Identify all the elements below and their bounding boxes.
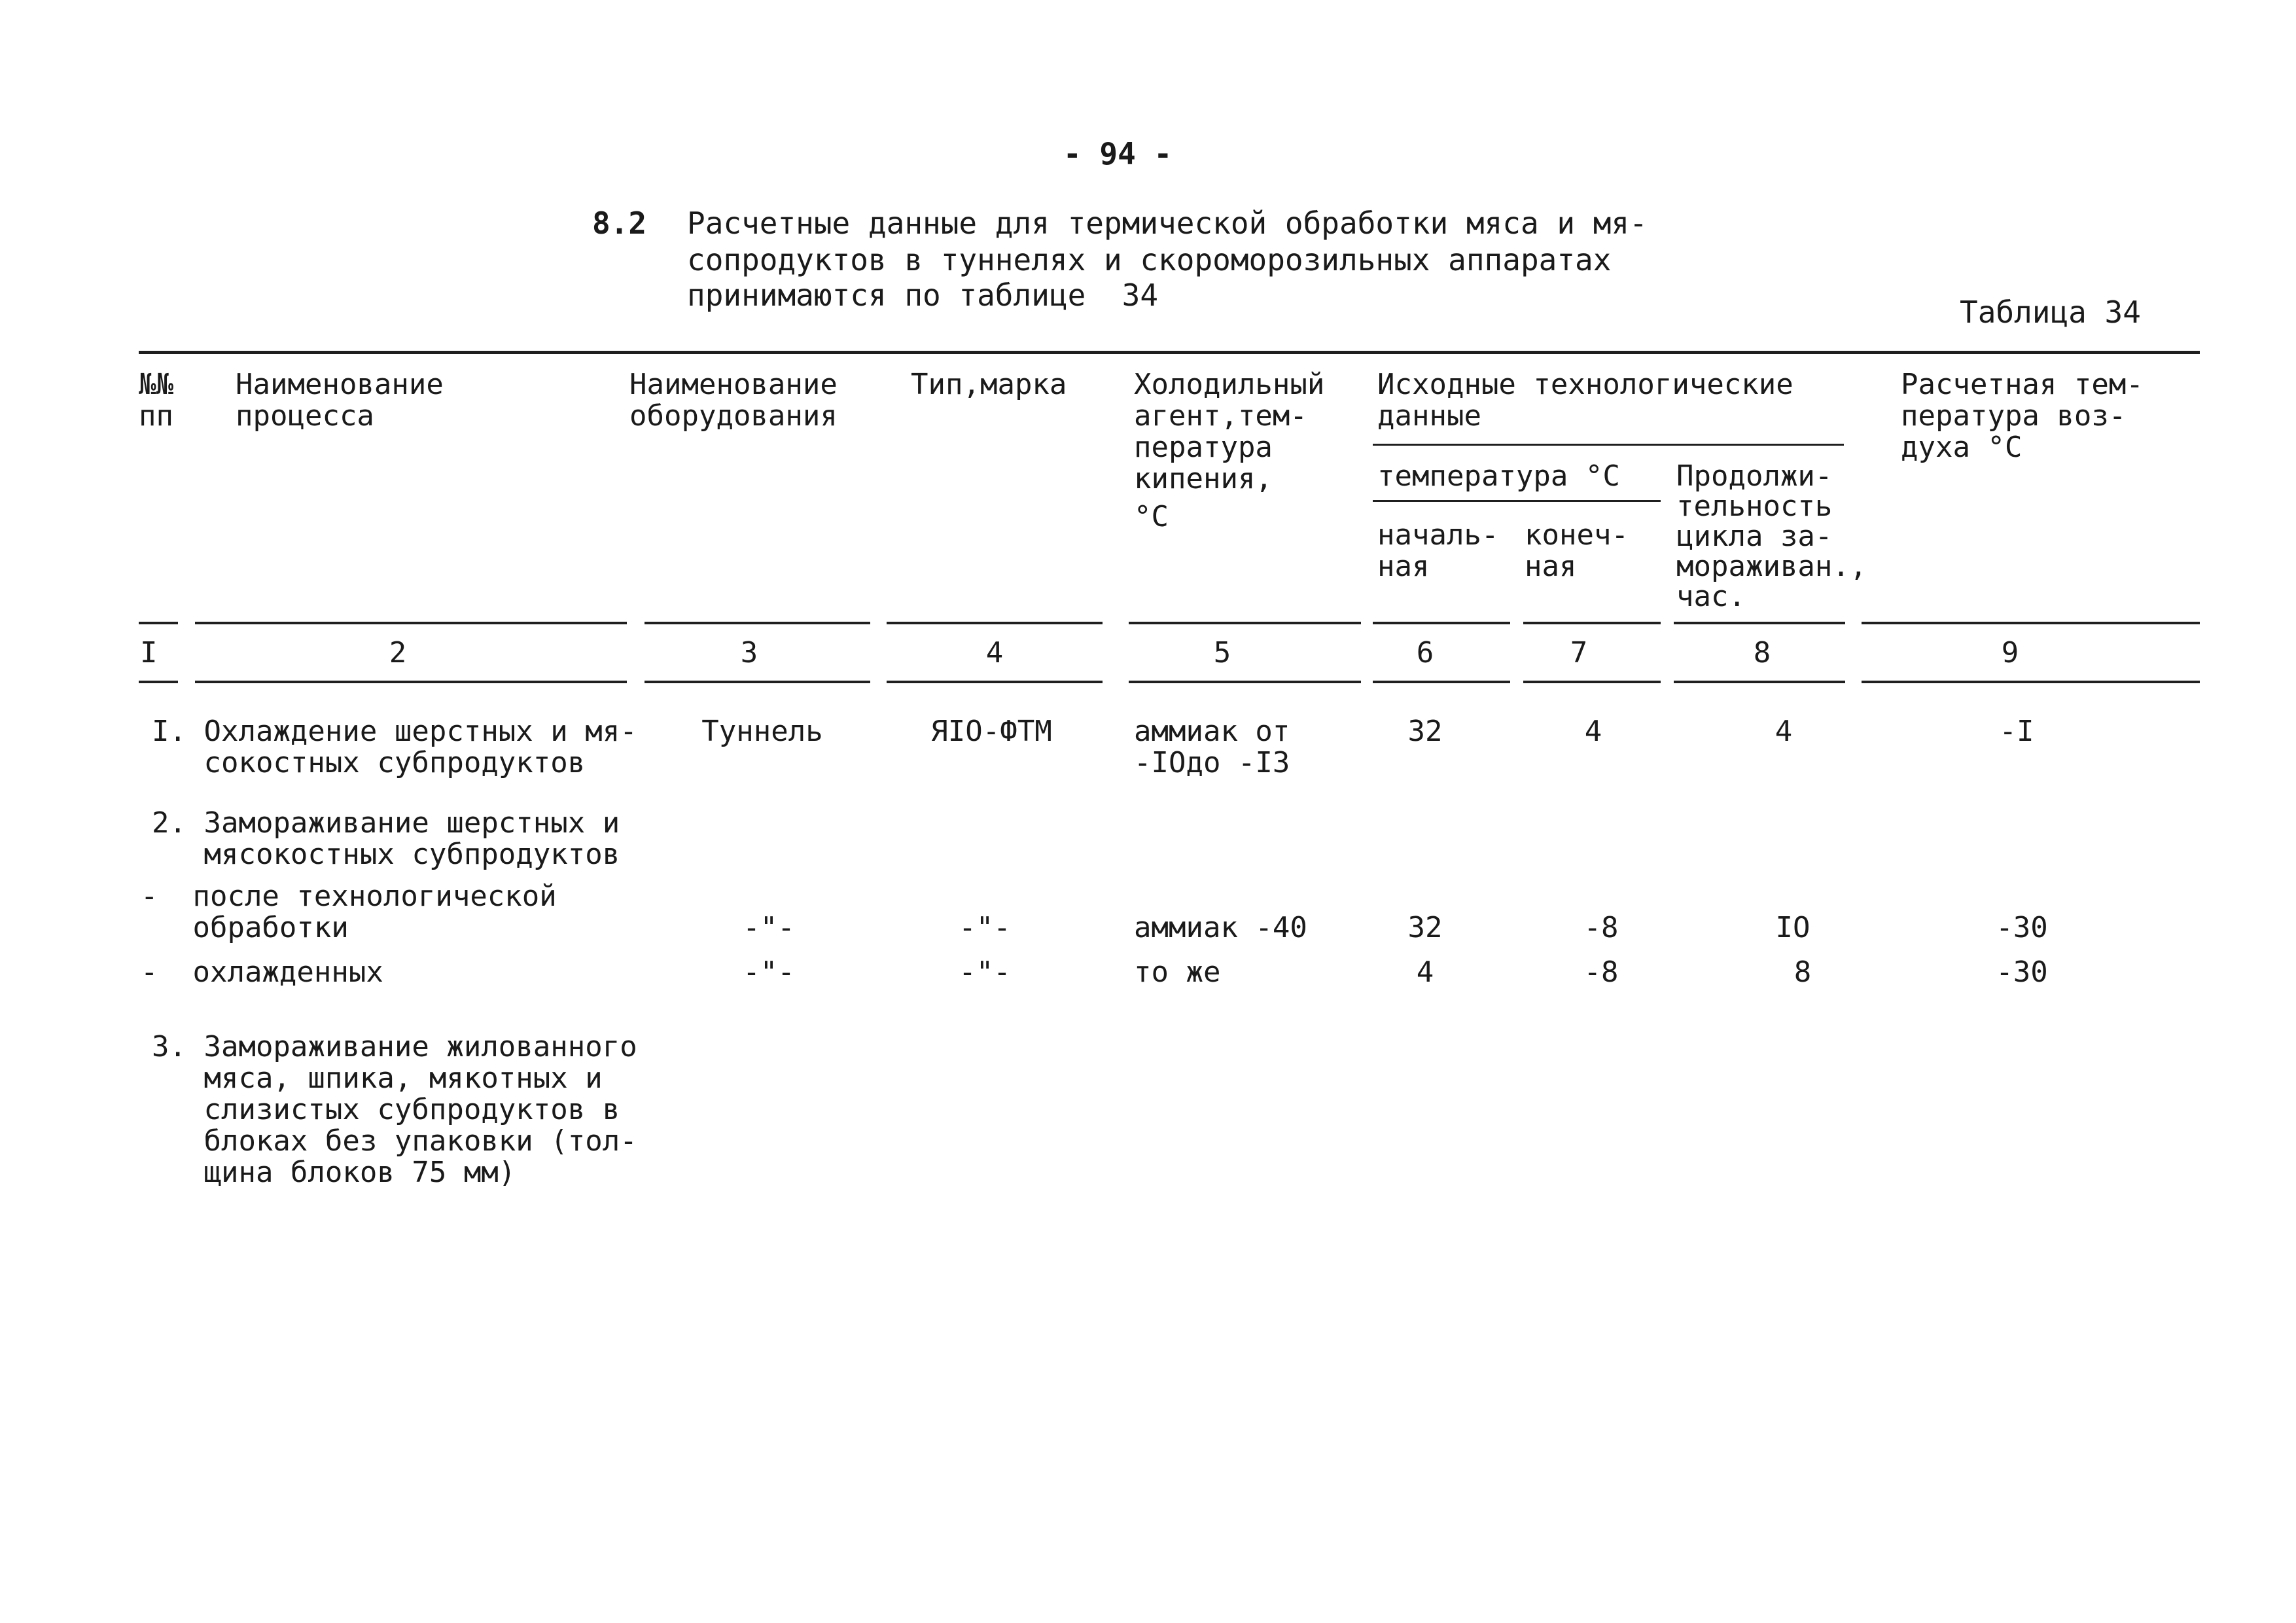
section-number: 8.2: [592, 205, 647, 241]
section-title-line-3: принимаются по таблице 34: [687, 277, 1159, 313]
page-number: - 94 -: [1063, 136, 1173, 171]
table-label: Таблица 34: [1960, 294, 2141, 330]
header-temperature-group: температура °С: [1377, 459, 1620, 493]
table-top-rule: [139, 351, 2200, 354]
section-title-line-2: сопродуктов в туннелях и скороморозильных аппаратах: [687, 242, 1612, 277]
group-underline: [1373, 444, 1844, 446]
section-title-line-1: Расчетные данные для термической обработки мяса и мя-: [687, 205, 1648, 241]
temperature-underline: [1373, 500, 1661, 502]
